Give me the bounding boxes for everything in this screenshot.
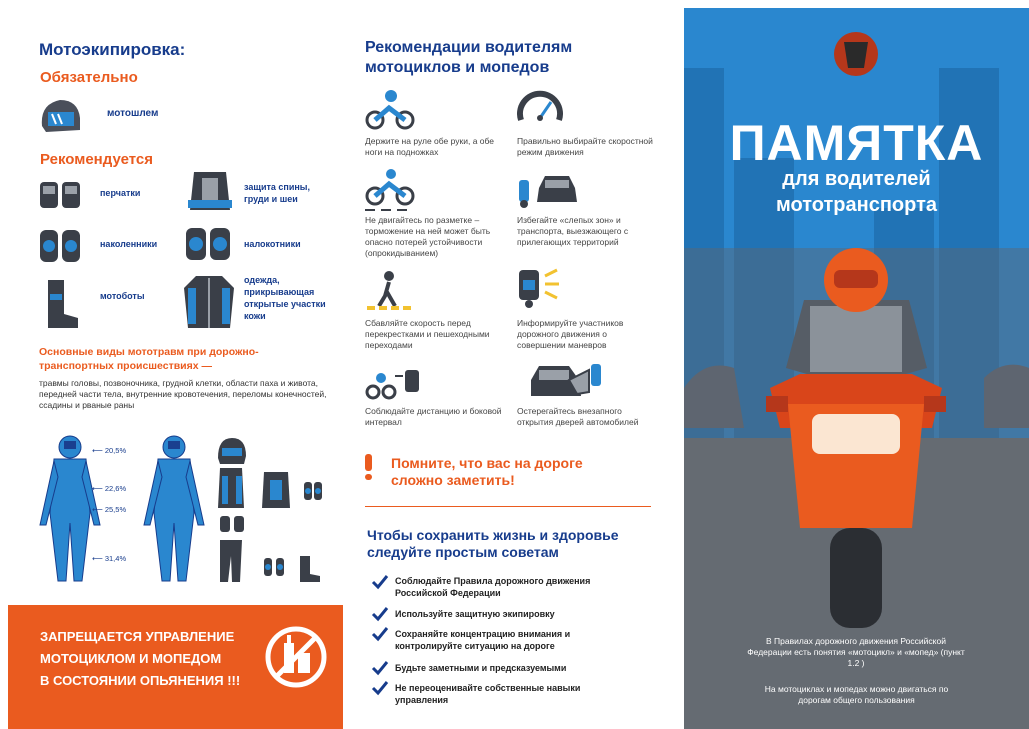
helmet-icon [38, 96, 82, 136]
rec-distance: Соблюдайте дистанцию и боковой интервал [365, 406, 502, 427]
check-icon [371, 606, 389, 622]
distance-icon [365, 364, 421, 400]
back-protection-label: защита спины, груди и шеи [244, 182, 310, 204]
recommendations-title: Рекомендации водителям мотоциклов и мопедов [365, 39, 573, 76]
remember-text: Помните, что вас на дороге сложно заметить! [391, 455, 583, 488]
check-icon [371, 660, 389, 676]
turn-signal-icon [515, 266, 561, 308]
pamphlet-title: ПАМЯТКА [729, 115, 984, 171]
advice-item-4: Будьте заметными и предсказуемыми [395, 663, 567, 673]
car-door-icon [529, 360, 603, 402]
recommended-heading: Рекомендуется [40, 151, 153, 168]
gloves-icon [38, 176, 84, 212]
advice-item-5: Не переоценивайте собственные навыки управления [395, 683, 581, 705]
back-protector-icon [184, 170, 236, 216]
percent-chest: ⟵ 22,6% [92, 484, 127, 493]
body-figures-illustration [34, 433, 234, 583]
rec-crossings: Сбавляйте скорость перед перекрестками и пешеходными переходами [365, 318, 490, 350]
crosswalk-icon [365, 270, 415, 312]
roads-note: На мотоциклах и мопедах можно двигаться по дорогам общего пользования [764, 684, 949, 705]
knee-pads-label: наколенники [100, 239, 158, 249]
clothing-label: одежда, прикрывающая открытые участки кожи [244, 275, 326, 321]
injury-title: Основные виды мототравм при дорожно-транспортных происшествиях — [39, 346, 259, 372]
elbow-pads-icon [184, 224, 234, 264]
advice-title: Чтобы сохранить жизнь и здоровье следуйте простым советам [367, 527, 619, 560]
rec-hands: Держите на руле обе руки, а обе ноги на подножках [365, 136, 495, 157]
no-alcohol-icon [264, 625, 328, 689]
middle-panel [343, 8, 684, 729]
lane-marking-icon [365, 168, 415, 214]
jacket-icon [182, 274, 236, 330]
exclamation-icon [365, 454, 375, 480]
rec-signaling: Информируйте участников дорожного движения о совершении маневров [517, 318, 624, 350]
check-icon [371, 626, 389, 642]
right-panel [684, 8, 1029, 729]
percent-head: ⟵ 20,5% [92, 446, 127, 455]
left-panel [8, 8, 343, 729]
helmet-label: мотошлем [107, 108, 159, 119]
percent-legs: ⟵ 31,4% [92, 554, 127, 563]
speedometer-icon [517, 88, 563, 128]
boots-label: мотоботы [100, 291, 145, 301]
rec-speed: Правильно выбирайте скоростной режим движения [517, 136, 653, 157]
rules-note: В Правилах дорожного движения Российской Федерации есть понятия «мотоцикл» и «мопед» (пункт 1.2 ) [747, 636, 965, 668]
check-icon [371, 574, 389, 590]
advice-item-3: Сохраняйте концентрацию внимания и контролируйте ситуацию на дороге [395, 629, 571, 651]
boots-icon [42, 278, 82, 330]
mandatory-heading: Обязательно [40, 69, 138, 86]
advice-item-2: Используйте защитную экипировку [395, 609, 555, 619]
percent-abdomen: ⟵ 25,5% [92, 505, 127, 514]
advice-item-1: Соблюдайте Правила дорожного движения Российской Федерации [395, 576, 591, 598]
motorcycle-hands-icon [365, 88, 415, 130]
rec-blind-spots: Избегайте «слепых зон» и транспорта, выезжающего с прилегающих территорий [517, 215, 629, 247]
gear-set-illustration [214, 436, 332, 584]
subtitle-line2: мототранспорта [775, 194, 937, 216]
rec-marking: Не двигайтесь по разметке – торможение на ней может быть опасно потерей устойчивости (опрокидыванием) [365, 215, 491, 258]
gloves-label: перчатки [100, 188, 141, 198]
knee-pads-icon [38, 226, 84, 266]
warning-text: ЗАПРЕЩАЕТСЯ УПРАВЛЕНИЕ МОТОЦИКЛОМ И МОПЕДОМ В СОСТОЯНИИ ОПЬЯНЕНИЯ !!! [40, 629, 241, 688]
section-divider [365, 506, 651, 507]
subtitle-line1: для водителей [782, 168, 931, 190]
blind-spot-icon [515, 170, 581, 210]
rec-doors: Остерегайтесь внезапного открытия дверей автомобилей [517, 406, 639, 427]
check-icon [371, 680, 389, 696]
elbow-pads-label: налокотники [244, 239, 301, 249]
injury-text: травмы головы, позвоночника, грудной клетки, области паха и живота, передней части тела, внутренние кровотечения, переломы конечностей, ссадины и рваные раны [39, 378, 327, 410]
equipment-title: Мотоэкипировка: [39, 40, 186, 59]
